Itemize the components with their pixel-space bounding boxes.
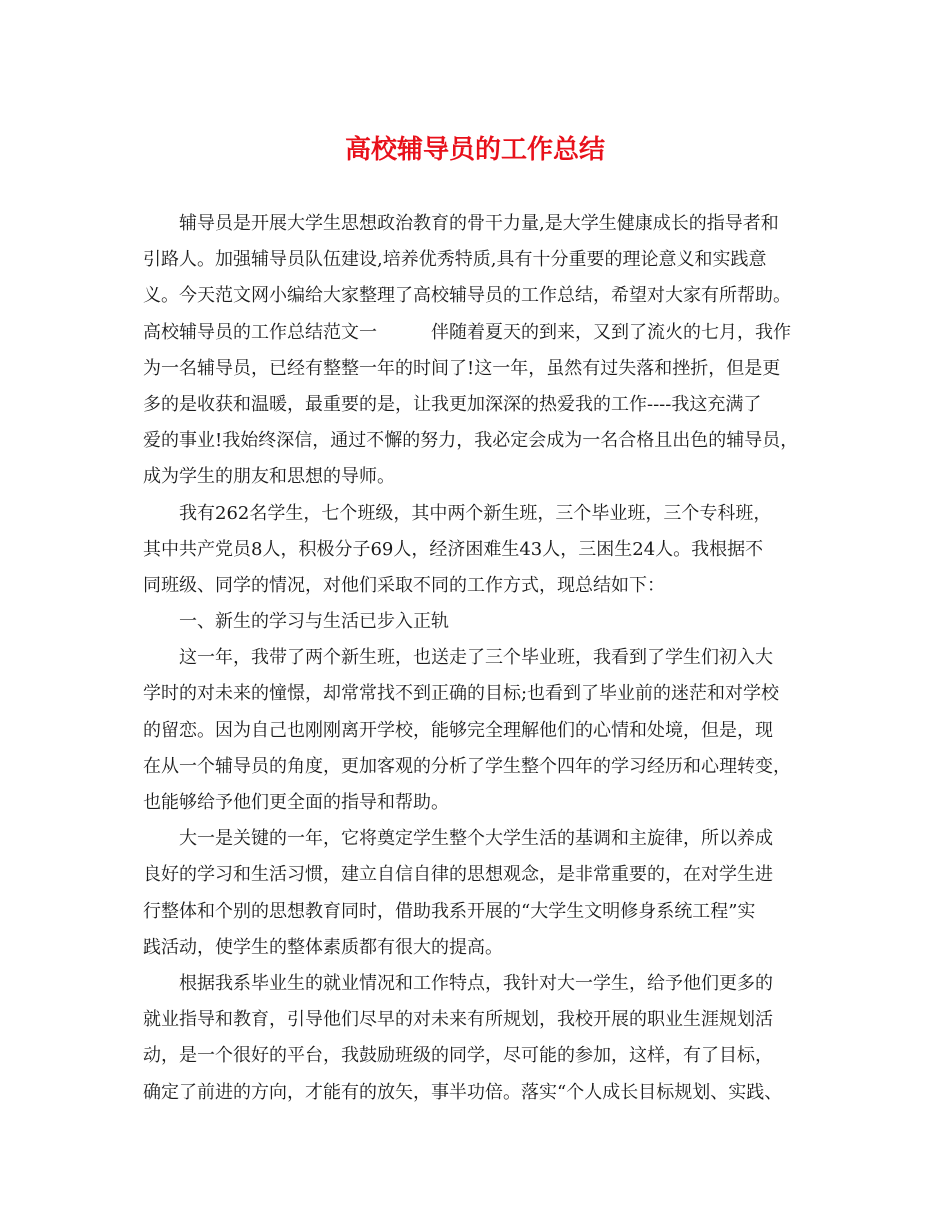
text-line-content: 就业指导和教育，引导他们尽早的对未来有所规划，我校开展的职业生涯规划活 (143, 1009, 773, 1031)
text-line (143, 640, 813, 676)
text-line (143, 821, 813, 857)
text-line (143, 1038, 813, 1074)
text-line-content: 在从一个辅导员的角度，更加客观的分析了学生整个四年的学习经历和心理转变， (143, 755, 791, 777)
text-line (143, 785, 813, 821)
text-line (143, 894, 813, 930)
text-line (143, 676, 813, 712)
text-line-content: 同班级、同学的情况，对他们采取不同的工作方式，现总结如下： (143, 574, 665, 596)
text-line-content: 其中共产党员8人，积极分子69人，经济困难生43人，三困生24人。我根据不 (143, 538, 764, 560)
text-line (143, 315, 813, 351)
text-line-content: 大一是关键的一年，它将奠定学生整个大学生活的基调和主旋律，所以养成 (179, 828, 773, 850)
text-line-content: 良好的学习和生活习惯，建立自信自律的思想观念，是非常重要的，在对学生进 (143, 864, 773, 886)
text-line (143, 966, 813, 1002)
text-line-content: 确定了前进的方向，才能有的放矢，事半功倍。落实“个人成长目标规划、实践、 (143, 1081, 783, 1103)
text-line-content: 辅导员是开展大学生思想政治教育的骨干力量,是大学生健康成长的指导者和 (179, 213, 779, 234)
text-line-content: 践活动，使学生的整体素质都有很大的提高。 (143, 936, 503, 958)
text-line-content: 为一名辅导员，已经有整整一年的时间了!这一年，虽然有过失落和挫折，但是更 (143, 357, 781, 379)
text-line (143, 532, 813, 568)
text-line (143, 857, 813, 893)
text-line-content: 我有262名学生，七个班级，其中两个新生班，三个毕业班，三个专科班， (179, 502, 772, 524)
document-body (143, 206, 813, 1111)
text-line-content: 多的是收获和温暖，最重要的是，让我更加深深的热爱我的工作----我这充满了 (143, 393, 762, 415)
text-line (143, 242, 813, 278)
text-line-content: 根据我系毕业生的就业情况和工作特点，我针对大一学生，给予他们更多的 (179, 972, 773, 994)
document-title: 高校辅导员的工作总结 (344, 135, 605, 165)
text-line-content: 这一年，我带了两个新生班，也送走了三个毕业班，我看到了学生们初入大 (179, 647, 773, 669)
text-line (143, 1075, 813, 1111)
text-line (143, 351, 813, 387)
text-line-content: 爱的事业!我始终深信，通过不懈的努力，我必定会成为一名合格且出色的辅导员， (143, 430, 799, 452)
text-line-content: 一、新生的学习与生活已步入正轨 (179, 611, 449, 633)
text-line-content: 行整体和个别的思想教育同时，借助我系开展的“大学生文明修身系统工程”实 (143, 900, 756, 922)
text-line (143, 749, 813, 785)
text-line (143, 423, 813, 459)
text-line (143, 568, 813, 604)
text-line-content: 义。今天范文网小编给大家整理了高校辅导员的工作总结，希望对大家有所帮助。 (143, 285, 791, 307)
text-line (143, 206, 813, 242)
text-line-content: 高校辅导员的工作总结范文一 (143, 321, 377, 343)
text-line-content: 成为学生的朋友和思想的导师。 (143, 466, 395, 488)
text-line (143, 278, 813, 314)
text-line (143, 930, 813, 966)
text-line (143, 387, 813, 423)
text-line-content: 引路人。加强辅导员队伍建设,培养优秀特质,具有十分重要的理论意义和实践意 (143, 249, 767, 271)
text-line-content: 动，是一个很好的平台，我鼓励班级的同学，尽可能的参加，这样，有了目标， (143, 1045, 773, 1067)
text-line (143, 459, 813, 495)
text-line (143, 713, 813, 749)
text-line (143, 604, 813, 640)
text-line-content: 伴随着夏天的到来，又到了流火的七月，我作 (431, 321, 791, 343)
text-line (143, 496, 813, 532)
text-line-content: 的留恋。因为自己也刚刚离开学校，能够完全理解他们的心情和处境，但是，现 (143, 719, 773, 741)
text-line (143, 1002, 813, 1038)
text-line-content: 学时的对未来的憧憬，却常常找不到正确的目标;也看到了毕业前的迷茫和对学校 (143, 683, 780, 705)
text-line-content: 也能够给予他们更全面的指导和帮助。 (143, 792, 449, 813)
